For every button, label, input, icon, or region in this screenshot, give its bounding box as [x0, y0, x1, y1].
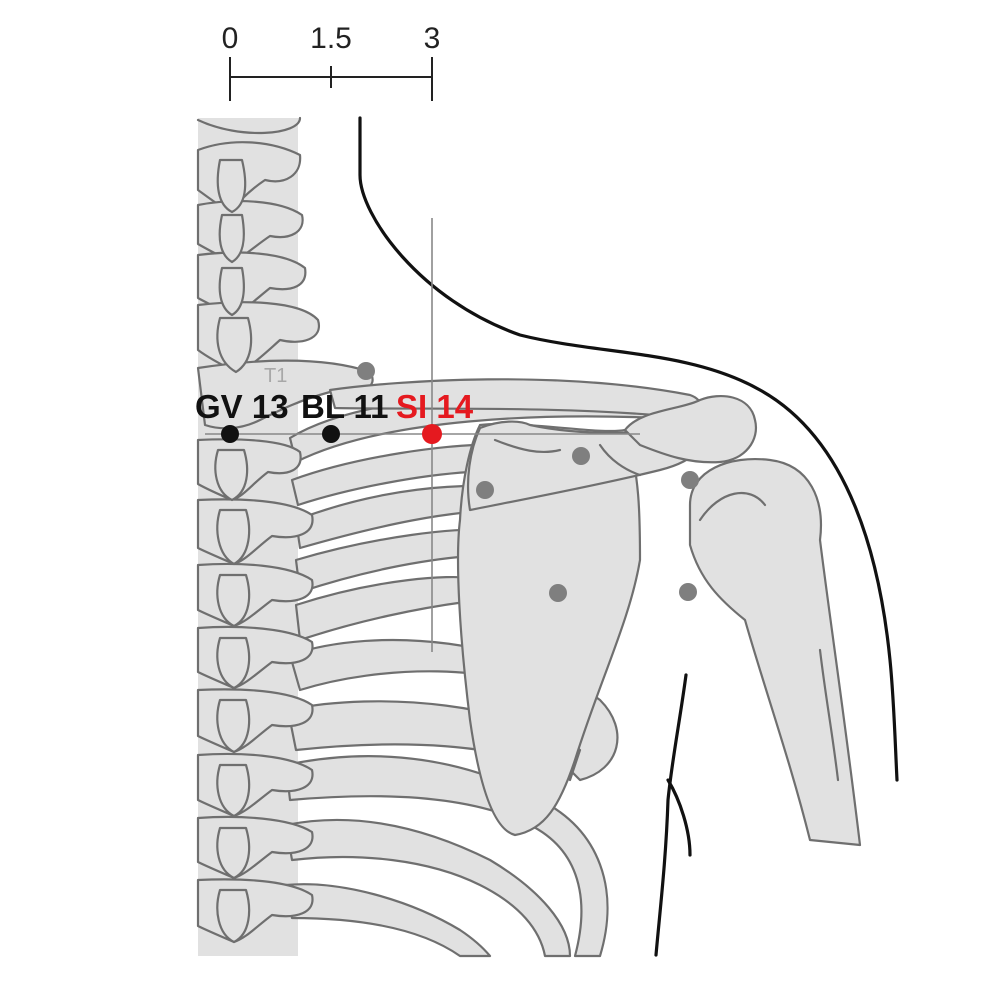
minor-point [679, 583, 697, 601]
scale-tick-3: 3 [423, 22, 441, 55]
scale-tick-1-5: 1.5 [310, 22, 352, 55]
acupoint-label-gv13: GV 13 [195, 388, 289, 425]
acupoint-gv13 [221, 425, 239, 443]
acupoint-bl11 [322, 425, 340, 443]
acupoints [195, 388, 474, 444]
vertebra-label-t1: T1 [264, 365, 288, 387]
scale-tick-0: 0 [221, 22, 239, 55]
acupoint-label-bl11: BL 11 [301, 388, 389, 425]
minor-point [549, 584, 567, 602]
acupoint-si14 [422, 424, 442, 444]
minor-point [572, 447, 590, 465]
minor-point [357, 362, 375, 380]
scale-bar [222, 22, 441, 101]
minor-point [681, 471, 699, 489]
acupoint-label-si14: SI 14 [396, 388, 474, 425]
humerus [690, 459, 860, 845]
minor-point [476, 481, 494, 499]
scapula [458, 396, 756, 835]
